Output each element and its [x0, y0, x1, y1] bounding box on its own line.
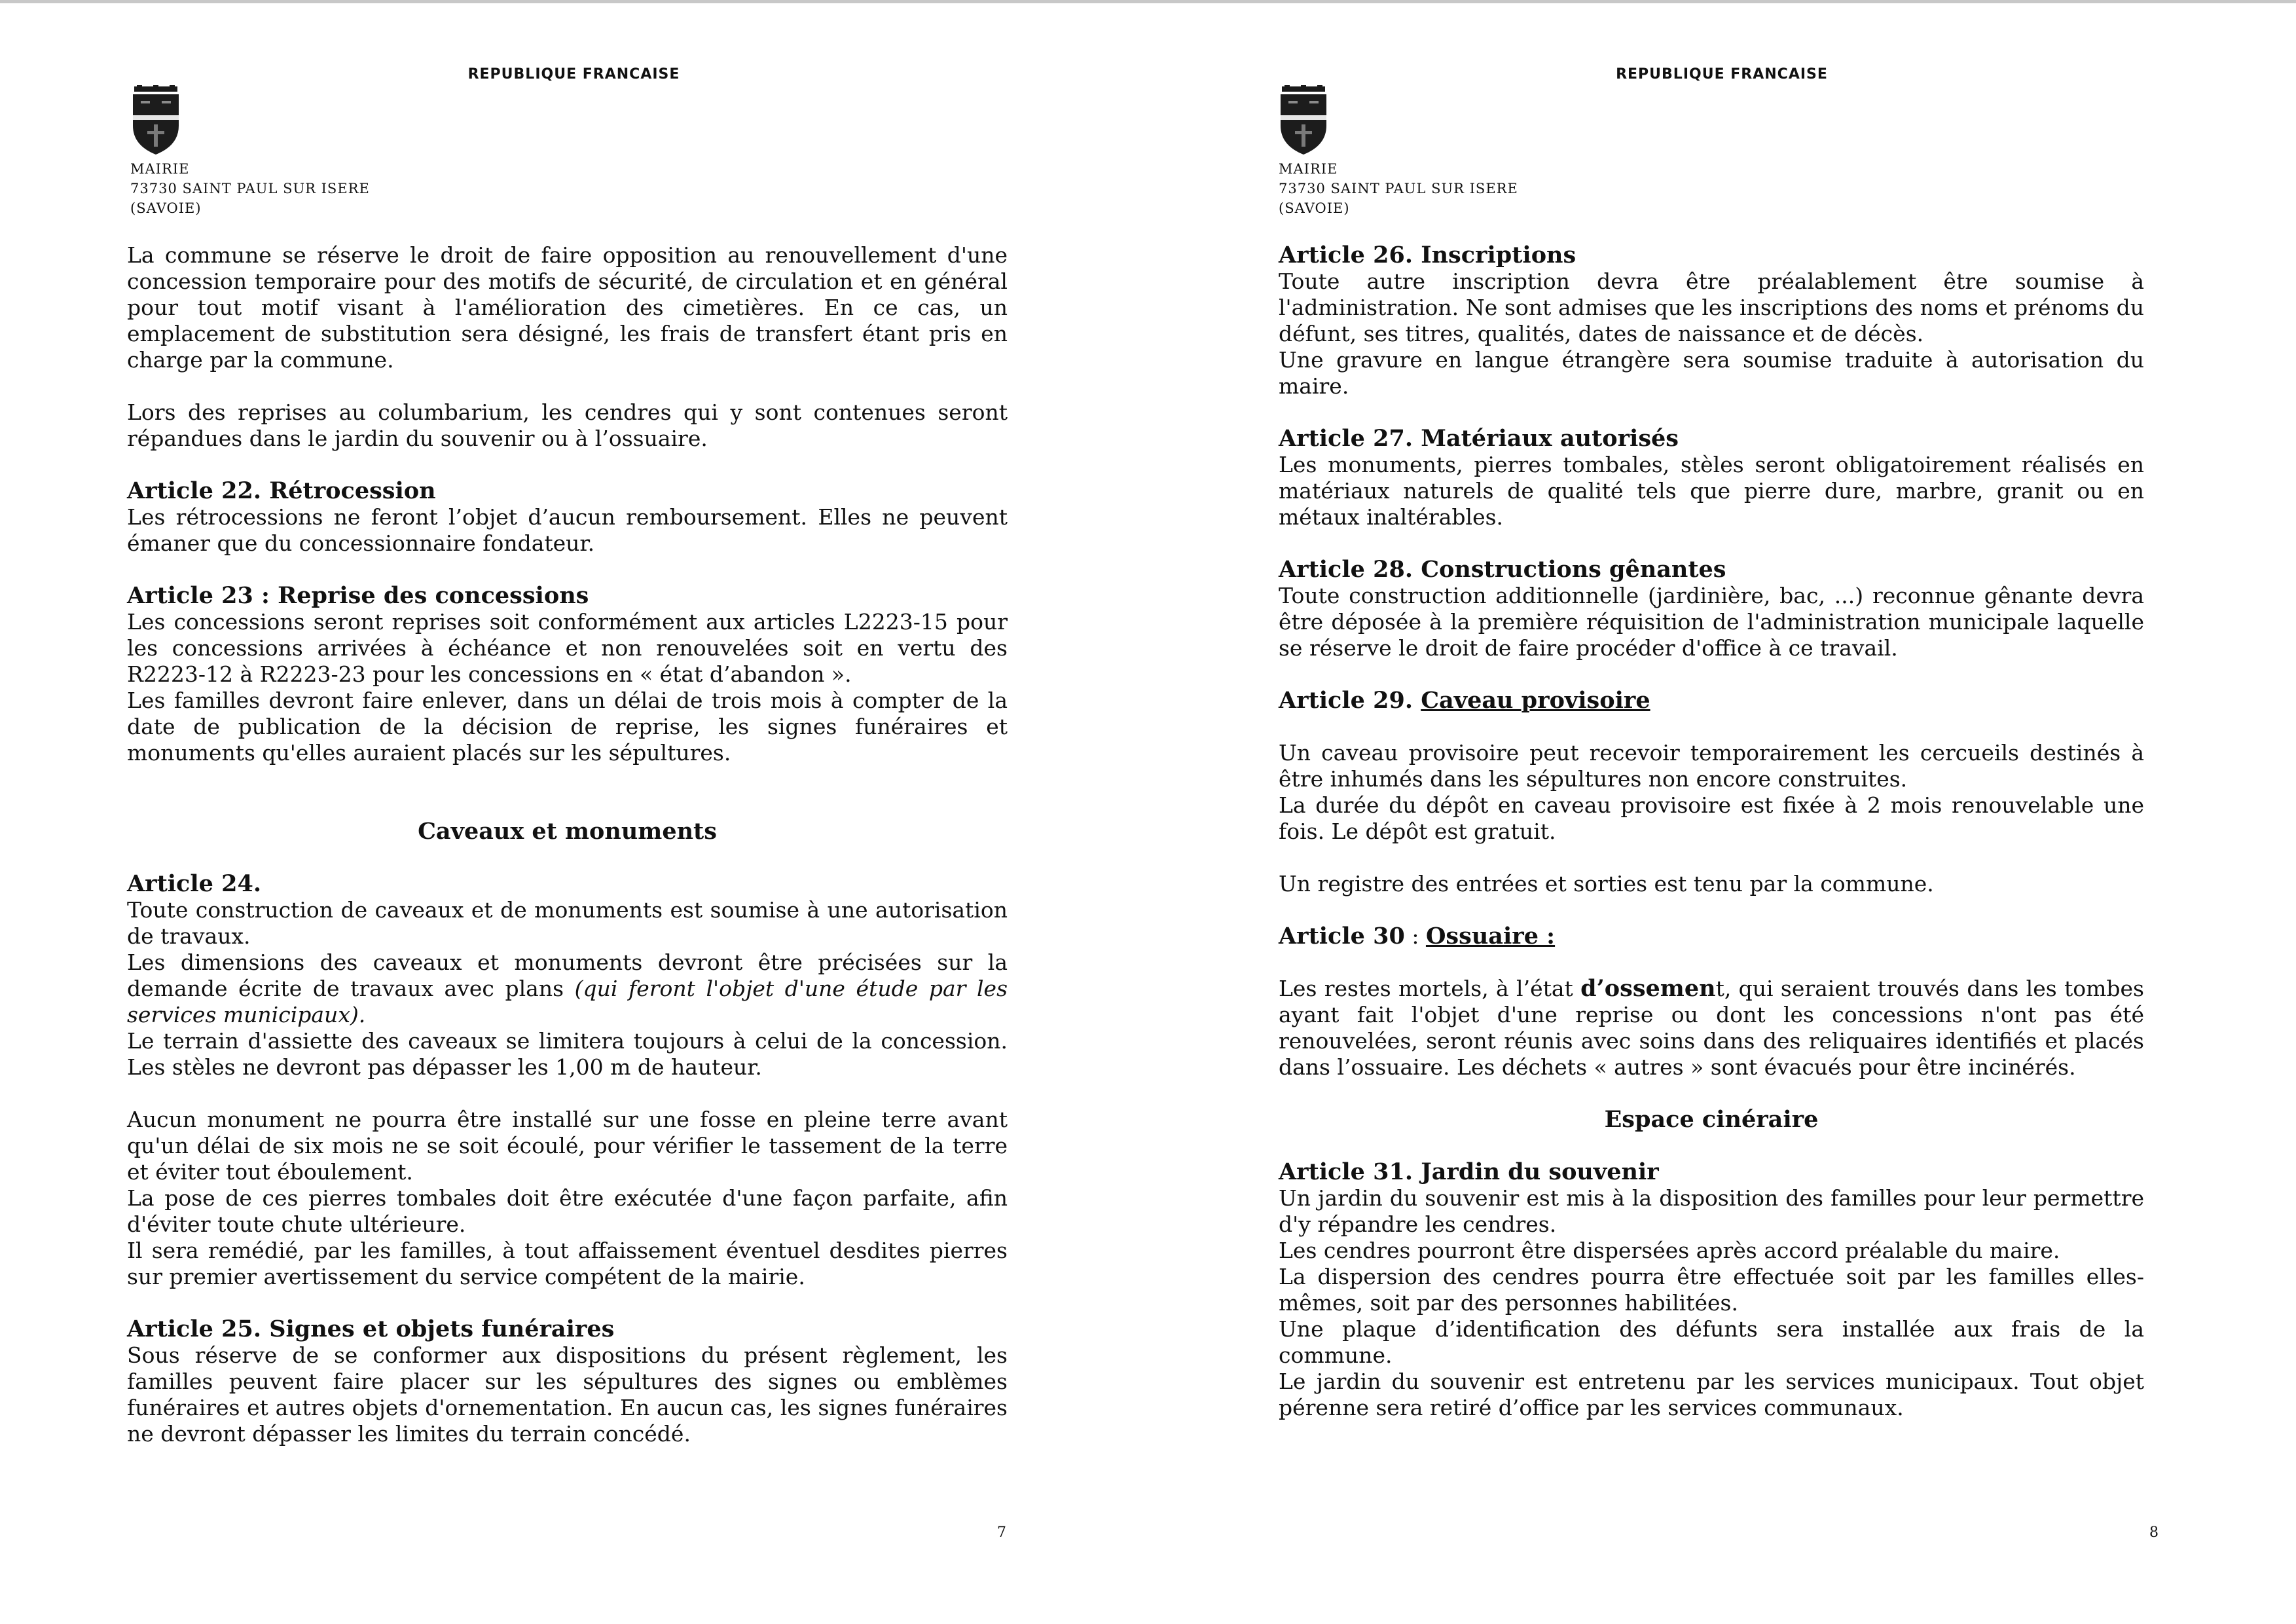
coat-of-arms-icon: [130, 85, 181, 156]
paragraph: Un registre des entrées et sorties est tenu par la commune.: [1279, 871, 1934, 896]
paragraph: Toute construction de caveaux et de monuments est soumise à une autorisation de travaux.: [127, 897, 1008, 949]
paragraph: Les cendres pourront être dispersées après accord préalable du maire.: [1279, 1238, 2060, 1263]
article-28-title: Article 28. Constructions gênantes: [1279, 556, 1726, 583]
address-line: 73730 SAINT PAUL SUR ISERE: [1279, 181, 1518, 196]
paragraph: [127, 950, 1008, 1028]
article-23-title: Article 23 : Reprise des concessions: [127, 582, 589, 609]
article-30-title: [1279, 923, 2144, 950]
paragraph: Le terrain d'assiette des caveaux se limitera toujours à celui de la concession. Les stèles ne devront pas dépasser les 1,00 m de hauteur.: [127, 1028, 1008, 1080]
title-prefix: Article 29.: [1279, 687, 1413, 714]
paragraph: La pose de ces pierres tombales doit être exécutée d'une façon parfaite, afin d'éviter toute chute ultérieure.: [127, 1185, 1008, 1237]
paragraph: Lors des reprises au columbarium, les cendres qui y sont contenues seront répandues dans le jardin du souvenir ou à l’ossuaire.: [127, 399, 1008, 451]
region-line: (SAVOIE): [130, 200, 202, 216]
paragraph: Les concessions seront reprises soit conformément aux articles L2223-15 pour les concessions arrivées à échéance et non renouvelées soit en vertu des R2223-12 à R2223-23 pour les concessions en « état d’abandon ».: [127, 609, 1008, 687]
region-line: (SAVOIE): [1279, 200, 1350, 216]
paragraph: La commune se réserve le droit de faire opposition au renouvellement d'une concession temporaire pour des motifs de sécurité, de circulation et en général pour tout motif visant à l'amélioration des cimetières. En ce cas, un emplacement de substitution sera désigné, les frais de transfert étant pris en charge par la commune.: [127, 242, 1008, 373]
section-title: Caveaux et monuments: [418, 818, 717, 845]
mairie-address: [1279, 159, 1518, 218]
paragraph: Toute construction additionnelle (jardinière, bac, ...) reconnue gênante devra être déposée à la première réquisition de l'administration municipale laquelle se réserve le droit de faire procéder d'office à ce travail.: [1279, 583, 2144, 661]
republic-heading: REPUBLIQUE FRANCAISE: [467, 66, 680, 83]
page-number: 7: [997, 1524, 1006, 1541]
left-body: [127, 242, 1008, 1447]
paragraph: Les familles devront faire enlever, dans un délai de trois mois à compter de la date de publication de la décision de reprise, les signes funéraires et monuments qu'elles auraient placés sur les sépultures.: [127, 688, 1008, 766]
paragraph: Sous réserve de se conformer aux dispositions du présent règlement, les familles peuvent faire placer sur les sépultures des signes ou emblèmes funéraires et autres objets d'ornementation. En aucun cas, les signes funéraires ne devront dépasser les limites du terrain concédé.: [127, 1342, 1008, 1447]
text-span: Les restes mortels, à l’état: [1279, 976, 1581, 1001]
republic-heading: REPUBLIQUE FRANCAISE: [1616, 66, 1828, 83]
article-25-title: Article 25. Signes et objets funéraires: [127, 1316, 615, 1342]
paragraph: Les monuments, pierres tombales, stèles seront obligatoirement réalisés en matériaux naturels de qualité tels que pierre dure, marbre, granit ou en métaux inaltérables.: [1279, 452, 2144, 530]
paragraph: Une plaque d’identification des défunts sera installée aux frais de la commune.: [1279, 1316, 2144, 1368]
section-title: Espace cinéraire: [1604, 1106, 1819, 1133]
mairie-label: MAIRIE: [130, 161, 190, 177]
text-span: t, qui seraient trouvés dans les tombes ayant fait l'objet d'une reprise ou dont les concessions n'ont pas été renouvelées, seront réunis avec soins dans des reliquaires identifiés et placés dans l’ossuaire. Les déchets « autres » sont évacués pour être incinérés.: [1279, 976, 2144, 1080]
paragraph: Un jardin du souvenir est mis à la disposition des familles pour leur permettre d'y répandre les cendres.: [1279, 1185, 2144, 1237]
underlined-title: Caveau provisoire: [1421, 687, 1650, 714]
underlined-title: Ossuaire :: [1425, 923, 1556, 950]
address-line: 73730 SAINT PAUL SUR ISERE: [130, 181, 370, 196]
article-27-title: Article 27. Matériaux autorisés: [1279, 425, 1679, 452]
text-span: Les dimensions des caveaux et monuments devront être précisées sur la demande écrite de travaux avec plans: [127, 950, 1008, 1001]
coat-of-arms-icon: [1278, 85, 1329, 156]
article-26-title: Article 26. Inscriptions: [1279, 242, 1576, 268]
paragraph: La dispersion des cendres pourra être effectuée soit par les familles elles-mêmes, soit par des personnes habilitées.: [1279, 1264, 2144, 1316]
paragraph: Un caveau provisoire peut recevoir temporairement les cercueils destinés à être inhumés dans les sépultures non encore construites.: [1279, 740, 2144, 792]
paragraph: Toute autre inscription devra être préalablement être soumise à l'administration. Ne sont admises que les inscriptions des noms et prénoms du défunt, ses titres, qualités, dates de naissance et de décès.: [1279, 268, 2144, 346]
article-24-title: Article 24.: [127, 870, 262, 897]
article-22-title: Article 22. Rétrocession: [127, 477, 436, 504]
paragraph: Une gravure en langue étrangère sera soumise traduite à autorisation du maire.: [1279, 347, 2144, 399]
paragraph: Les rétrocessions ne feront l’objet d’aucun remboursement. Elles ne peuvent émaner que du concessionnaire fondateur.: [127, 504, 1008, 556]
page-right: [1148, 0, 2296, 1624]
title-prefix: Article 30: [1279, 923, 1405, 950]
article-29-title: [1279, 688, 2144, 714]
paragraph: Aucun monument ne pourra être installé sur une fosse en pleine terre avant qu'un délai de six mois ne se soit écoulé, pour vérifier le tassement de la terre et éviter tout éboulement.: [127, 1107, 1008, 1185]
mairie-label: MAIRIE: [1279, 161, 1338, 177]
mairie-address: [130, 159, 370, 218]
paragraph: Le jardin du souvenir est entretenu par les services municipaux. Tout objet pérenne sera retiré d’office par les services communaux.: [1279, 1369, 2144, 1420]
right-body: [1279, 242, 2144, 1421]
title-separator: :: [1404, 923, 1426, 949]
paragraph: Il sera remédié, par les familles, à tout affaissement éventuel desdites pierres sur premier avertissement du service compétent de la mairie.: [127, 1238, 1008, 1289]
paragraph: [1279, 976, 2144, 1080]
bold-text: d’ossemen: [1580, 975, 1716, 1002]
paragraph: La durée du dépôt en caveau provisoire est fixée à 2 mois renouvelable une fois. Le dépôt est gratuit.: [1279, 792, 2144, 844]
italic-text: (qui feront l'objet d'une étude par les services municipaux).: [127, 976, 1008, 1027]
article-31-title: Article 31. Jardin du souvenir: [1279, 1158, 1659, 1185]
page-number: 8: [2149, 1524, 2159, 1541]
